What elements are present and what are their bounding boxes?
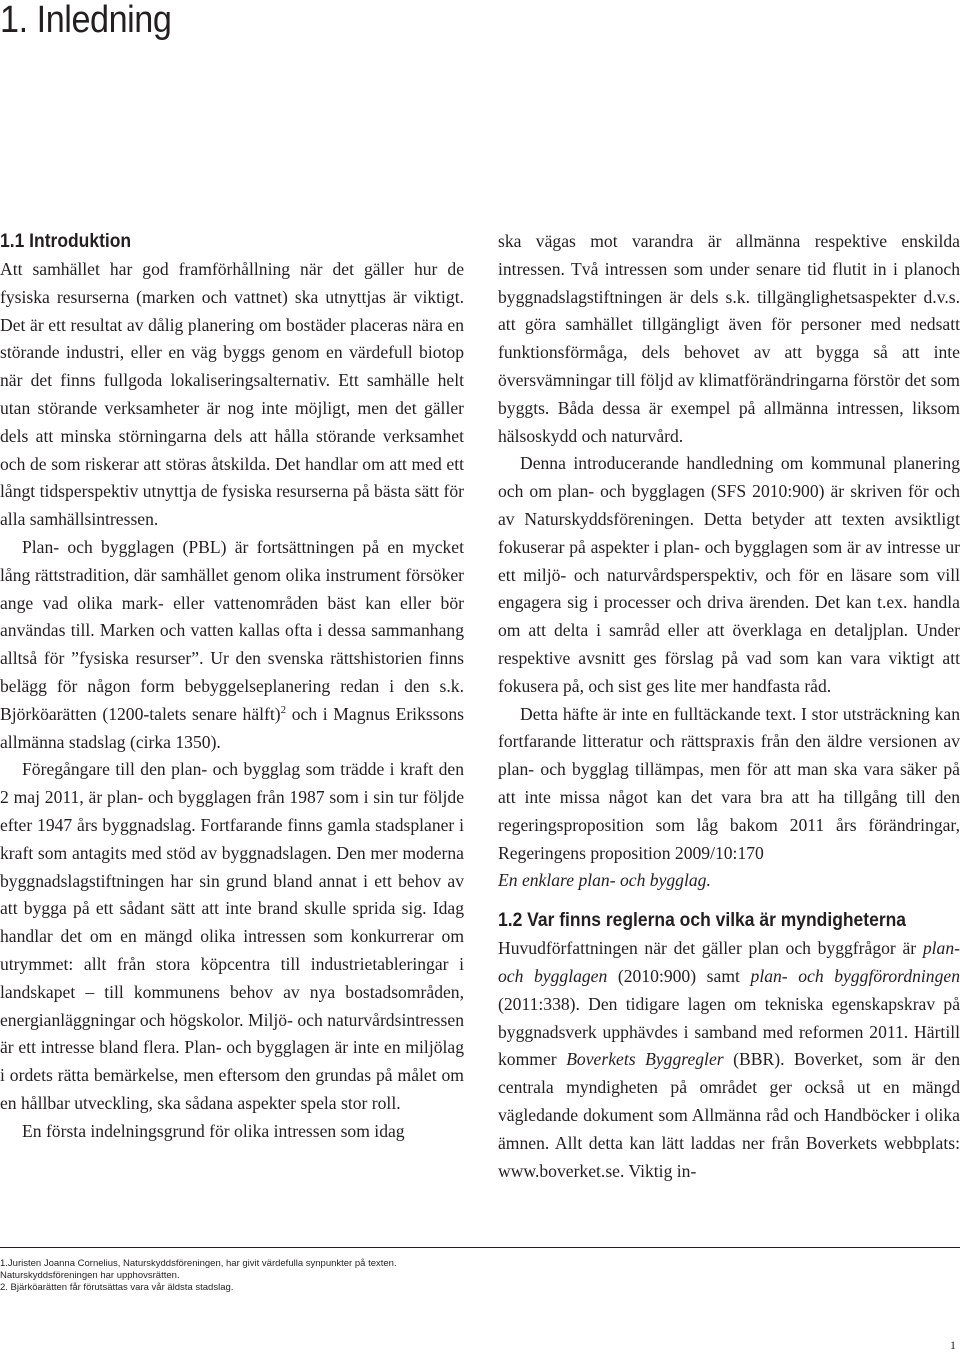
paragraph: ska vägas mot varandra är allmänna respektive enskilda intressen. Två intressen som under senare tid flutit in i planoch byggnadslagstiftningen är dels s.k. tillgänglighetsaspekter d.v.s. att göra samhället tillgängligt även för personer med nedsatt funktionsförmåga, dels behovet av att bygga så att inte översvämningar till följd av klimatförändringarna förstör det som byggts. Båda dessa är exempel på allmänna intressen, liksom hälsoskydd och naturvård. <box>498 231 960 446</box>
section-heading-regler: 1.2 Var finns reglerna och vilka är myndigheterna <box>498 910 907 932</box>
proposition-title: En enklare plan- och bygglag. <box>498 870 711 891</box>
footnote-1-cont: Naturskyddsföreningen har upphovsrätten. <box>0 1270 180 1281</box>
paragraph-text: Plan- och bygglagen (PBL) är fortsättningen på en mycket lång rättstradition, där samhället genom olika instrument försöker ange vad olika mark- eller vattenområden bäst kan eller bör användas till. Marken och vatten kallas ofta i dessa sammanhang alltså för ”fysiska resurser”. Ur den svenska rättshistorien finns belägg för någon form bebyggelseplanering redan i den s.k. Björköarätten (1200-talets senare hälft) <box>0 536 464 724</box>
footnote-ref: 2 <box>280 703 287 716</box>
paragraph: Huvudförfattningen när det gäller plan och byggfrågor är plan-och bygglagen (2010:900) samt plan- och byggförordningen (2011:338). Den tidigare lagen om tekniska egenskapskrav på byggnadsverk upphävdes i samband med reformen 2011. Härtill kommer Boverkets Byggregler (BBR). Boverket, som är den centrala myndigheten på området ger också ut en mängd vägledande dokument som Allmänna råd och Handböcker i olika ämnen. Allt detta kan lätt laddas ner från Boverkets webbplats: www.boverket.se. Viktig in- <box>498 938 960 1181</box>
section-heading-introduktion: 1.1 Introduktion <box>0 231 132 252</box>
paragraph <box>0 534 464 756</box>
footnote-2: 2. Bjärköarätten får förutsättas vara vår äldsta stadslag. <box>0 1282 234 1293</box>
chapter-title: 1. Inledning <box>0 0 172 41</box>
right-column <box>498 228 960 1185</box>
paragraph: Föregångare till den plan- och bygglag som trädde i kraft den 2 maj 2011, är plan- och bygglagen från 1987 som i sin tur följde efter 1947 års byggnadslag. Fortfarande finns gamla stadsplaner i kraft som antagits med stöd av byggnadslagen. Den mer moderna byggnadslagstiftningen har sin grund bland annat i ett behov av att bygga på ett sådant sätt att inte brand skulle sprida sig. Idag handlar det om en mängd olika intressen som konkurrerar om utrymmet: allt från stora köpcentra till industrietableringar i landskapet – till kommunens behov av nya bostadsområden, energianläggningar och högskolor. Miljö- och naturvårdsintressen är ett intresse bland flera. Plan- och bygglagen är inte en miljölag i ordets rätta bemärkelse, men eftersom den grundas på målet om en hållbar utveckling, ska sådana aspekter spela stor roll. <box>0 759 464 1113</box>
paragraph: En första indelningsgrund för olika intressen som idag <box>22 1120 405 1141</box>
paragraph-text: Detta häfte är inte en fulltäckande text. I stor utsträckning kan fortfarande litteratur och rättspraxis från den äldre versionen av plan- och bygglag tillämpas, men för att man ska vara säker på att inte missa något kan det vara bra att ha tillgång till den regeringsproposition som låg bakom 2011 års förändringar, Regeringens proposition 2009/10:170 <box>498 703 960 863</box>
paragraph: Denna introducerande handledning om kommunal planering och om plan- och bygglagen (SFS 2010:900) är skriven för och av Naturskyddsföreningen. Detta betyder att texten avsiktligt fokuserar på aspekter i plan- och bygglagen som är av intresse ur ett miljö- och naturvårdsperspektiv, och för en läsare som vill engagera sig i processer och driva ärenden. Det kan t.ex. handla om att delta i samråd eller att överklaga en detaljplan. Under respektive avsnitt ges förslag på vad som kan vara viktigt att fokusera på, och sist ges lite mer handfasta råd. <box>498 453 960 696</box>
paragraph: Att samhället har god framförhållning när det gäller hur de fysiska resurserna (marken och vattnet) ska utnyttjas är viktigt. Det är ett resultat av dålig planering om bostäder placeras nära en störande industri, eller en väg byggs genom en värdefull biotop när det finns fullgoda lokaliseringsalternativ. Ett samhälle helt utan störande verksamheter är nog inte möjligt, men det gäller dels att minska störningarna dels att hålla störande verksamhet och de som riskerar att störas åtskilda. Det handlar om att med ett långt tidsperspektiv utnyttja de fysiska resurserna på bästa sätt för alla samhällsintressen. <box>0 259 464 530</box>
paragraph <box>498 701 960 896</box>
paragraph-text: och i Magnus Erikssons allmänna stadslag (cirka 1350). <box>0 703 464 752</box>
footnotes <box>0 1258 600 1294</box>
page-number: 1 <box>950 1338 956 1352</box>
footnote-1: 1.Juristen Joanna Cornelius, Naturskyddsföreningen, har givit värdefulla synpunkter på texten. <box>0 1258 397 1269</box>
left-column <box>0 228 464 1146</box>
footnote-divider <box>0 1247 960 1248</box>
